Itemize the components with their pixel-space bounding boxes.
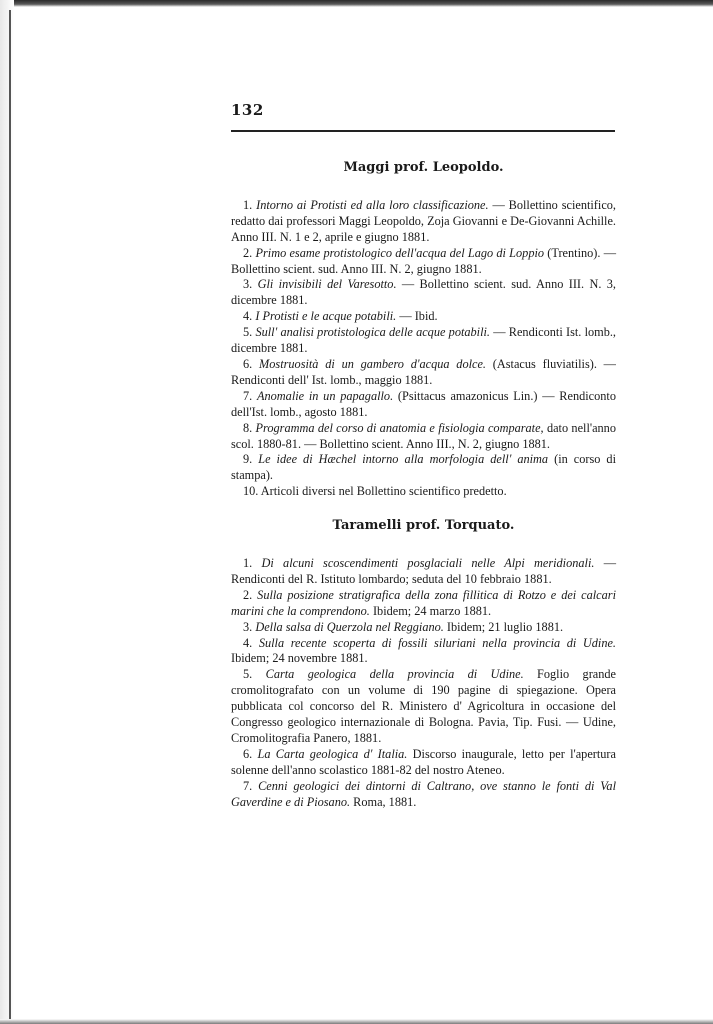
scan-top-edge (0, 0, 713, 7)
bibliography-entry: 4. Sulla recente scoperta di fossili siluriani nella provincia di Udine. Ibidem; 24 novembre 1881. (231, 635, 617, 666)
bibliography-entry: 7. Anomalie in un papagallo. (Psittacus amazonicus Lin.) — Rendiconto dell'Ist. lomb., agosto 1881. (231, 388, 616, 419)
bibliography-entry: 6. Mostruosità di un gambero d'acqua dolce. (Astacus fluviatilis). — Rendiconti dell' Ist. lomb., maggio 1881. (231, 356, 616, 387)
section-heading-taramelli: Taramelli prof. Torquato. (332, 518, 515, 534)
scan-binding-shadow (0, 0, 14, 1024)
bibliography-entry: 10. Articoli diversi nel Bollettino scientifico predetto. (243, 484, 507, 499)
bibliography-entry: 1. Di alcuni scoscendimenti posglaciali nelle Alpi meridionali. — Rendiconti del R. Istituto lombardo; seduta del 10 febbraio 1881. (231, 556, 617, 586)
bibliography-entry: 5. Carta geologica della provincia di Udine. Foglio grande cromolitografato con un volume di 190 pagine di spiegazione. Opera pubblicata col concorso del R. Ministero d' Agricoltura in occasione del Congresso geologico internazionale di Bologna. Pavia, Tip. Fusi. — Udine, Cromolitografia Panero, 1881. (231, 667, 617, 745)
bibliography-entry: 6. La Carta geologica d' Italia. Discorso inaugurale, letto per l'apertura solenne dell'anno scolastico 1881-82 del nostro Ateneo. (231, 746, 616, 777)
bibliography-entry: 1. Intorno ai Protisti ed alla loro classificazione. — Bollettino scientifico, redatto dai professori Maggi Leopoldo, Zoja Giovanni e De-Giovanni Achille. Anno III. N. 1 e 2, aprile e giugno 1881. (231, 197, 616, 244)
header-rule (231, 130, 615, 132)
bibliography-entry: 2. Primo esame protistologico dell'acqua del Lago di Loppio (Trentino). — Bollettino scient. sud. Anno III. N. 2, giugno 1881. (231, 245, 617, 276)
bibliography-entry: 3. Della salsa di Querzola nel Reggiano. Ibidem; 21 luglio 1881. (243, 619, 564, 634)
bibliography-entry: 8. Programma del corso di anatomia e fisiologia comparate, dato nell'anno scol. 1880-81. — Bollettino scient. Anno III., N. 2, giugno 1881. (231, 420, 616, 451)
bibliography-entry: 2. Sulla posizione stratigrafica della zona fillitica di Rotzo e dei calcari marini che la comprendono. Ibidem; 24 marzo 1881. (231, 587, 616, 618)
page-number: 132 (231, 101, 264, 119)
bibliography-entry: 4. I Protisti e le acque potabili. — Ibid. (243, 309, 438, 324)
bibliography-entry: 5. Sull' analisi protistologica delle acque potabili. — Rendiconti Ist. lomb., dicembre 1881. (231, 325, 616, 356)
bibliography-entry: 3. Gli invisibili del Varesotto. — Bollettino scient. sud. Anno III. N. 3, dicembre 1881. (231, 277, 616, 308)
bibliography-entry: 9. Le idee di Hæchel intorno alla morfologia dell' anima (in corso di stampa). (231, 452, 616, 483)
bibliography-entry: 7. Cenni geologici dei dintorni di Caltrano, ove stanno le fonti di Val Gaverdine e di Piosano. Roma, 1881. (231, 778, 617, 809)
scan-binding-line (9, 10, 11, 1020)
scan-bottom-edge (0, 1019, 713, 1024)
section-heading-maggi: Maggi prof. Leopoldo. (343, 160, 504, 175)
page-body (231, 160, 616, 811)
